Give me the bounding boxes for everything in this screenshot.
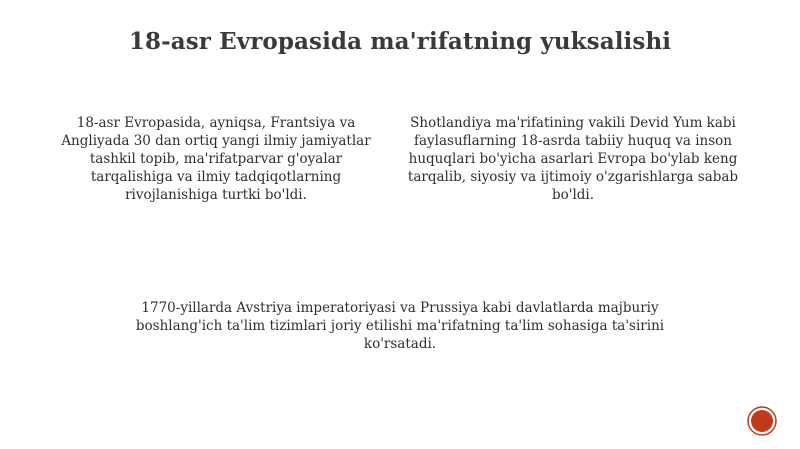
bottom-text-block: 1770-yillarda Avstriya imperatoriyasi va Prussiya kabi davlatlarda majburiy boshlang'ich ta'lim tizimlari joriy etilishi ma'rifatning ta'lim sohasiga ta'sirini ko'rsatadi. xyxy=(135,300,665,352)
slide-title: 18-asr Evropasida ma'rifatning yuksalishi xyxy=(128,28,672,55)
right-text-block: Shotlandiya ma'rifatining vakili Devid Yum kabi faylasuflarning 18-asrda tabiiy huquq va inson huquqlari bo'yicha asarlari Evropa bo'ylab keng tarqalib, siyosiy va ijtimoiy o'zgarishlarga sabab bo'ldi. xyxy=(407,115,739,203)
left-text-block: 18-asr Evropasida, ayniqsa, Frantsiya va Angliyada 30 dan ortiq yangi ilmiy jamiyatlar tashkil topib, ma'rifatparvar g'oyalar tarqalishiga va ilmiy tadqiqotlarning rivojlanishiga turtki bo'ldi. xyxy=(61,115,371,203)
next-slide-icon xyxy=(747,406,777,436)
next-slide-button[interactable] xyxy=(747,406,777,436)
